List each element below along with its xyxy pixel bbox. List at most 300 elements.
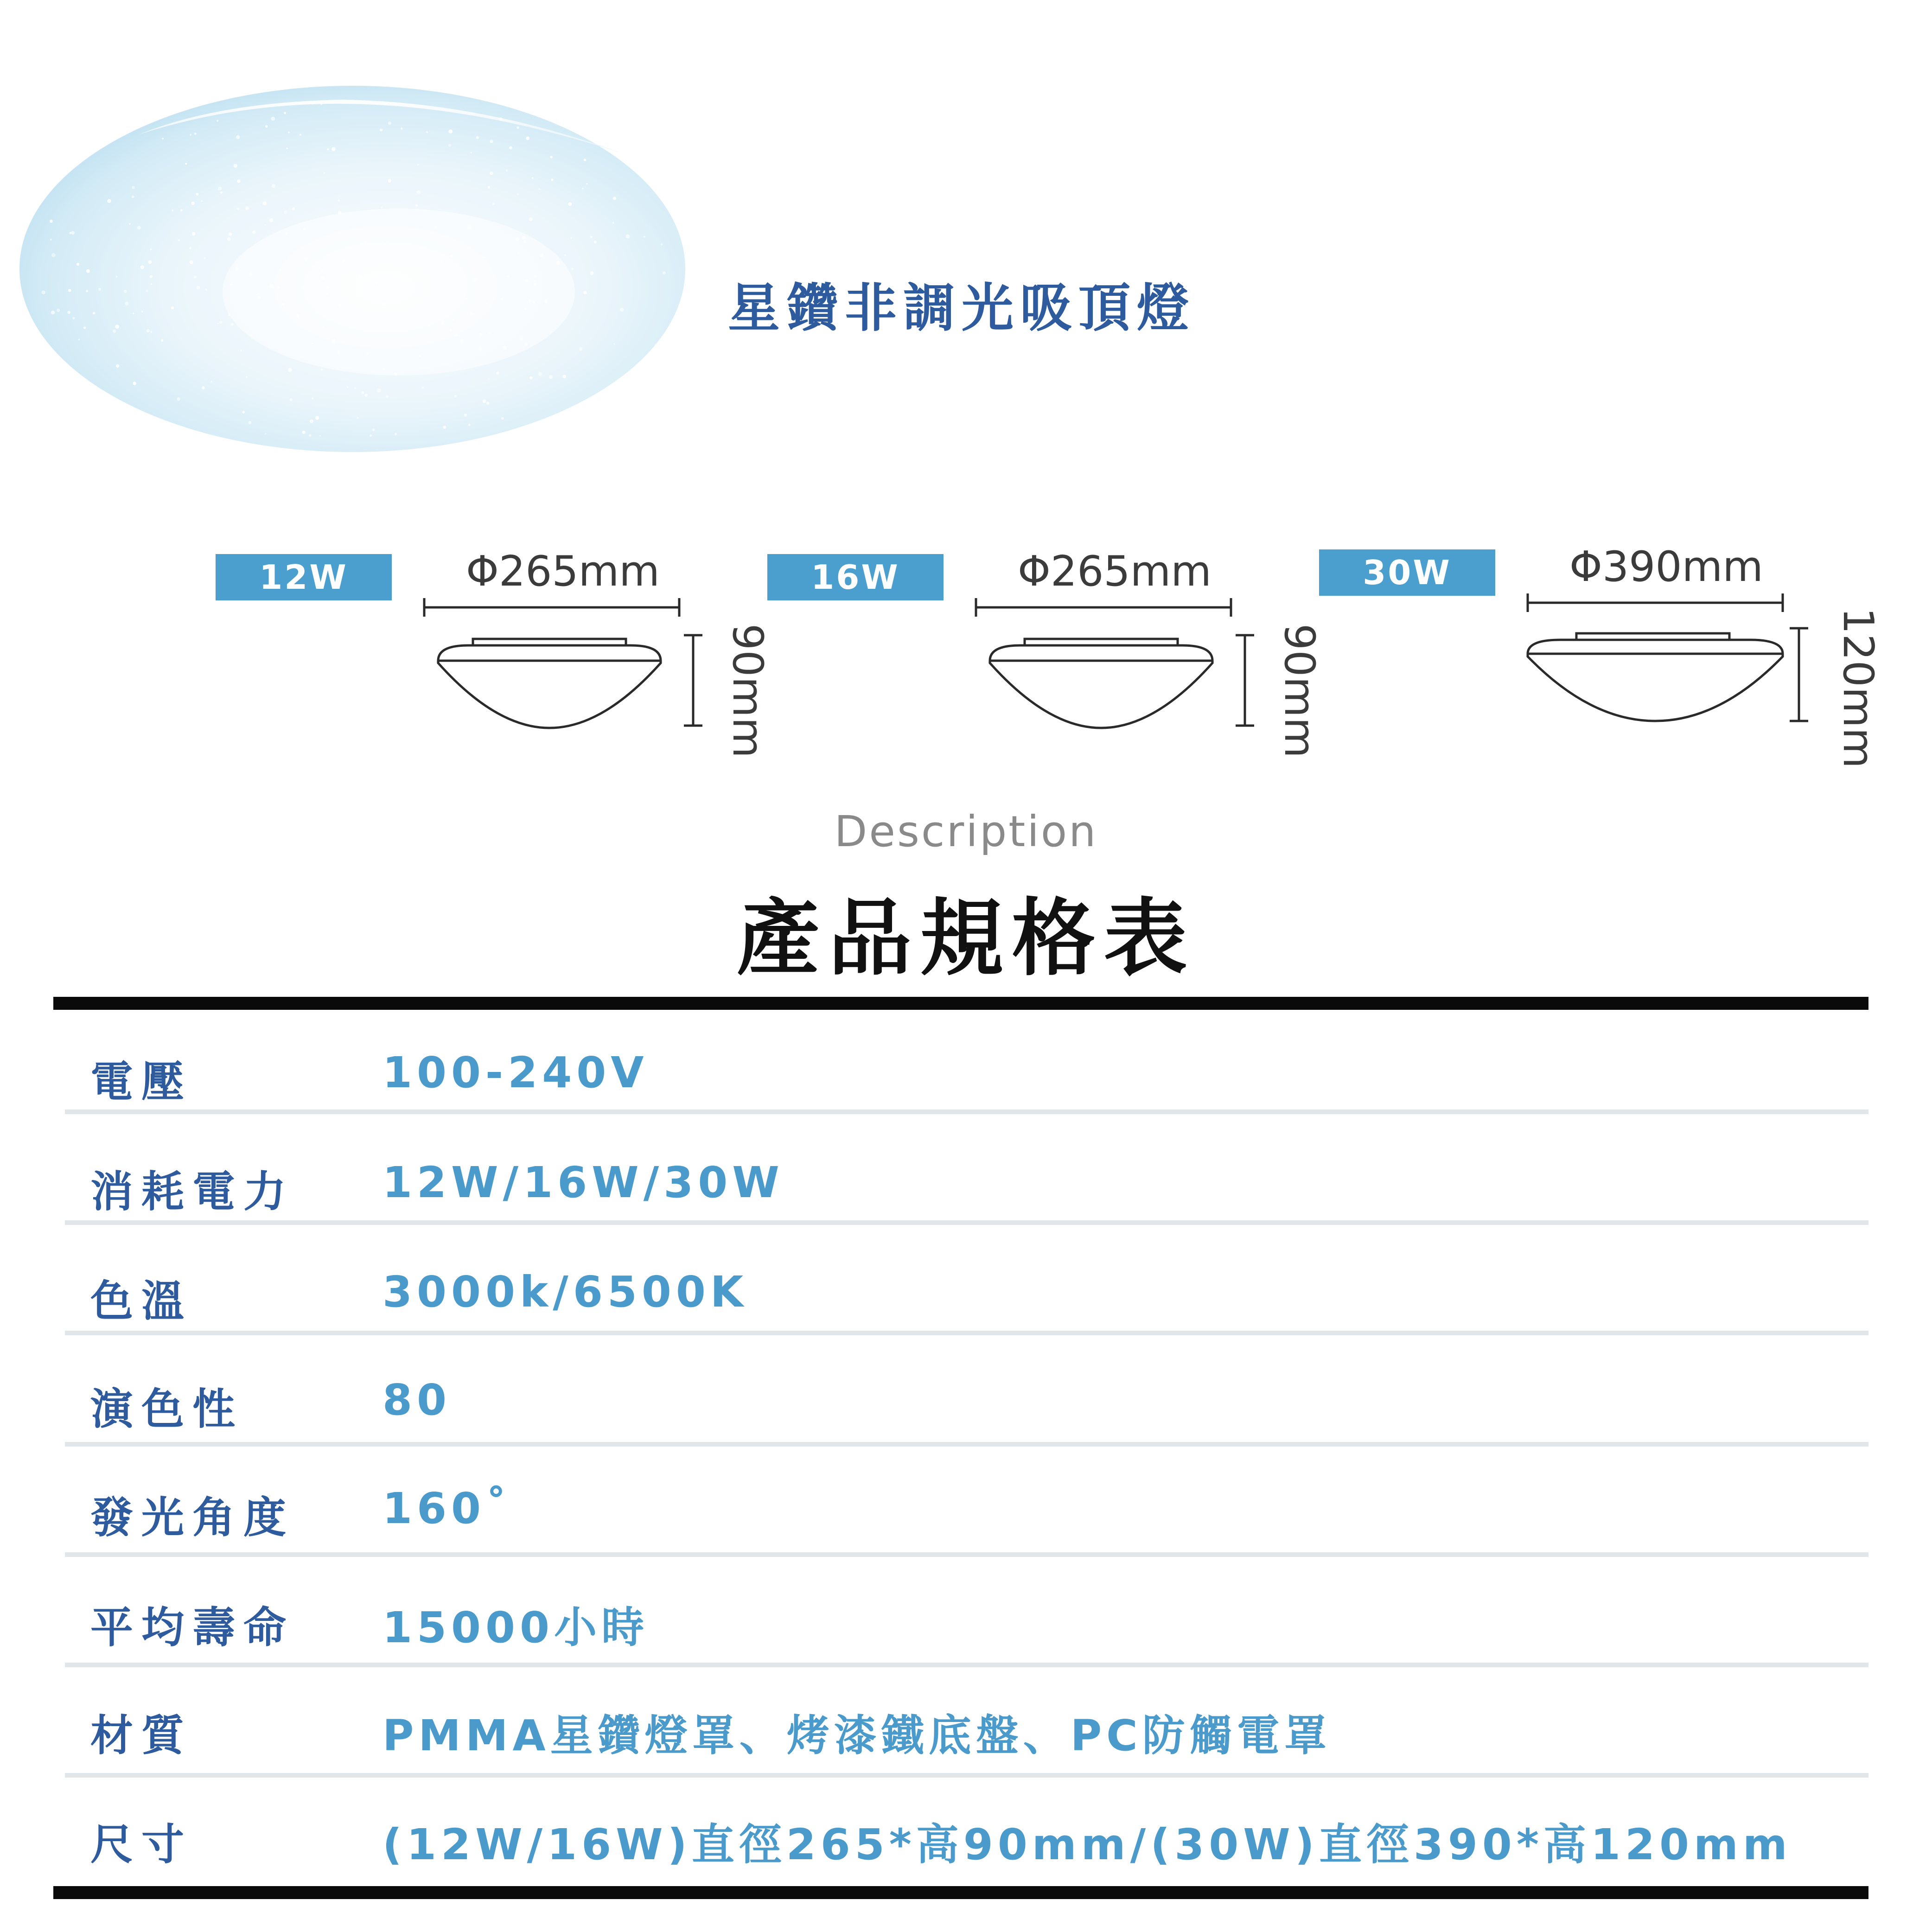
- row-divider: [65, 1663, 1868, 1667]
- sparkle-dot: [582, 188, 584, 190]
- sparkle-dot: [70, 232, 72, 234]
- spec-value: (12W/16W)直徑265*高90mm/(30W)直徑390*高120mm: [383, 1820, 1792, 1869]
- sparkle-dot: [534, 274, 537, 278]
- sparkle-dot: [377, 389, 381, 393]
- sparkle-dot: [83, 326, 86, 329]
- sparkle-dot: [394, 372, 397, 376]
- sparkle-dot: [372, 428, 375, 431]
- sparkle-dot: [357, 417, 359, 419]
- sparkle-dot: [197, 286, 200, 290]
- sparkle-dot: [586, 183, 587, 185]
- sparkle-dot: [287, 147, 288, 149]
- sparkle-dot: [284, 112, 286, 114]
- sparkle-dot: [449, 329, 452, 332]
- sparkle-dot: [231, 323, 233, 325]
- sparkle-dot: [532, 177, 534, 179]
- sparkle-dot: [342, 260, 345, 262]
- sparkle-dot: [68, 289, 71, 292]
- sparkle-dot: [252, 230, 255, 234]
- sparkle-dot: [86, 269, 90, 273]
- sparkle-dot: [347, 386, 349, 388]
- sparkle-dot: [509, 147, 512, 149]
- sparkle-dot: [524, 241, 527, 243]
- sparkle-dot: [550, 156, 553, 158]
- sparkle-dot: [235, 267, 239, 270]
- sparkle-dot: [321, 276, 324, 279]
- sparkle-dot: [529, 300, 531, 302]
- sparkle-dot: [137, 226, 141, 230]
- sparkle-dot: [517, 252, 519, 254]
- sparkle-dot: [265, 125, 268, 128]
- sparkle-dot: [464, 414, 467, 416]
- sparkle-dot: [220, 191, 223, 194]
- sparkle-dot: [240, 350, 242, 351]
- sparkle-dot: [338, 211, 342, 215]
- sparkle-dot: [172, 210, 174, 211]
- sparkle-dot: [428, 324, 430, 326]
- sparkle-dot: [322, 326, 324, 328]
- sparkle-dot: [217, 120, 218, 121]
- sparkle-dot: [448, 144, 451, 147]
- row-divider: [65, 1109, 1868, 1114]
- sparkle-dot: [312, 343, 313, 344]
- sparkle-dot: [161, 339, 163, 342]
- sparkle-dot: [116, 276, 118, 278]
- table-bottom-rule: [53, 1886, 1868, 1899]
- sparkle-dot: [71, 231, 75, 235]
- sparkle-dot: [522, 236, 525, 239]
- sparkle-dot: [272, 184, 275, 188]
- sparkle-dot: [570, 237, 572, 239]
- sparkle-dot: [539, 188, 541, 190]
- sparkle-dot: [141, 311, 143, 312]
- height-label-30w: 120mm: [1834, 607, 1882, 769]
- sparkle-dot: [440, 259, 444, 262]
- sparkle-dot: [263, 201, 267, 205]
- sparkle-dot: [529, 217, 533, 221]
- dimension-drawing-12w: [417, 593, 742, 746]
- row-divider: [65, 1552, 1868, 1557]
- sparkle-dot: [189, 260, 193, 264]
- sparkle-dot: [384, 244, 386, 245]
- badge-30w: 30W: [1319, 549, 1495, 596]
- sparkle-dot: [385, 395, 389, 398]
- sparkle-dot: [382, 301, 386, 306]
- spec-label: 演色性: [90, 1384, 244, 1434]
- sparkle-dot: [493, 203, 495, 205]
- sparkle-dot: [41, 291, 45, 294]
- sparkle-dot: [237, 207, 240, 210]
- sparkle-dot: [205, 289, 207, 291]
- sparkle-dot: [194, 133, 196, 134]
- sparkle-dot: [562, 375, 566, 378]
- sparkle-dot: [467, 225, 472, 230]
- sparkle-dot: [613, 343, 615, 344]
- sparkle-dot: [524, 308, 526, 310]
- sparkle-dot: [113, 329, 116, 333]
- sparkle-dot: [571, 268, 574, 270]
- badge-12w: 12W: [216, 554, 392, 600]
- sparkle-dot: [265, 224, 266, 225]
- sparkle-dot: [483, 400, 486, 403]
- row-divider: [65, 1442, 1868, 1447]
- sparkle-dot: [133, 312, 134, 314]
- sparkle-dot: [359, 275, 363, 279]
- sparkle-dot: [526, 136, 529, 140]
- sparkle-dot: [77, 263, 79, 266]
- sparkle-dot: [395, 433, 397, 435]
- sparkle-dot: [417, 164, 419, 166]
- sparkle-dot: [382, 297, 383, 299]
- table-top-rule: [53, 997, 1868, 1010]
- sparkle-dot: [190, 134, 191, 136]
- sparkle-dot: [375, 281, 378, 285]
- sparkle-dot: [332, 339, 335, 343]
- row-divider: [65, 1331, 1868, 1335]
- sparkle-dot: [661, 243, 663, 246]
- sparkle-dot: [296, 314, 300, 318]
- sparkle-dot: [125, 302, 128, 306]
- sparkle-dot: [51, 253, 56, 257]
- sparkle-dot: [249, 421, 252, 424]
- sparkle-dot: [556, 261, 560, 265]
- sparkle-dot: [374, 267, 376, 268]
- sparkle-dot: [229, 232, 232, 236]
- sparkle-dot: [590, 271, 594, 275]
- sparkle-dot: [434, 226, 436, 228]
- sparkle-dot: [456, 300, 458, 302]
- sparkle-dot: [486, 402, 489, 404]
- sparkle-dot: [140, 265, 144, 269]
- sparkle-dot: [490, 172, 493, 175]
- product-title: 星鑽非調光吸頂燈: [728, 278, 1195, 338]
- spec-value: 12W/16W/30W: [383, 1158, 784, 1207]
- sparkle-dot: [594, 241, 597, 243]
- diameter-label-16w: Φ265mm: [1018, 547, 1211, 596]
- spec-value: 160˚: [383, 1484, 512, 1533]
- sparkle-dot: [534, 283, 536, 286]
- sparkle-dot: [321, 368, 323, 370]
- sparkle-dot: [516, 127, 519, 129]
- sparkle-dot: [321, 103, 322, 105]
- sparkle-dot: [505, 169, 508, 172]
- sparkle-dot: [332, 147, 336, 151]
- sparkle-dot: [483, 256, 485, 258]
- sparkle-dot: [86, 290, 88, 293]
- row-divider: [65, 1220, 1868, 1225]
- sparkle-dot: [364, 242, 367, 244]
- sparkle-dot: [250, 334, 252, 336]
- sparkle-dot: [191, 202, 195, 205]
- spec-label: 消耗電力: [90, 1167, 295, 1217]
- sparkle-dot: [278, 287, 280, 289]
- sparkle-dot: [67, 311, 70, 314]
- height-label-16w: 90mm: [1275, 624, 1324, 758]
- sparkle-dot: [57, 309, 60, 312]
- sparkle-dot: [180, 209, 183, 211]
- sparkle-dot: [453, 319, 455, 321]
- sparkle-dot: [381, 207, 383, 209]
- sparkle-dot: [663, 271, 666, 274]
- sparkle-dot: [415, 204, 418, 207]
- sparkle-dot: [132, 196, 134, 198]
- sparkle-dot: [450, 255, 453, 257]
- sparkle-dot: [579, 347, 582, 351]
- sparkle-dot: [503, 345, 507, 350]
- sparkle-dot: [533, 301, 536, 304]
- sparkle-dot: [315, 416, 319, 420]
- row-divider: [65, 1773, 1868, 1778]
- sparkle-dot: [246, 376, 247, 378]
- sparkle-dot: [185, 163, 187, 165]
- sparkle-dot: [133, 382, 136, 385]
- sparkle-dot: [338, 304, 342, 307]
- sparkle-dot: [443, 426, 446, 429]
- sparkle-dot: [194, 276, 196, 278]
- sparkle-dot: [290, 398, 293, 401]
- sparkle-dot: [148, 260, 152, 264]
- sparkle-dot: [132, 186, 135, 189]
- sparkle-dot: [321, 270, 323, 272]
- sparkle-dot: [337, 351, 340, 354]
- sparkle-dot: [485, 303, 487, 305]
- sparkle-dot: [288, 132, 289, 133]
- sparkle-dot: [540, 254, 543, 257]
- sparkle-dot: [230, 283, 232, 286]
- sparkle-dot: [341, 248, 343, 250]
- sparkle-dot: [488, 186, 490, 188]
- sparkle-dot: [228, 313, 230, 316]
- sparkle-dot: [78, 338, 80, 340]
- sparkle-dot: [422, 386, 424, 389]
- sparkle-dot: [370, 435, 371, 437]
- sparkle-dot: [388, 121, 391, 125]
- sparkle-dot: [51, 311, 55, 314]
- sparkle-dot: [501, 298, 504, 301]
- sparkle-dot: [302, 431, 306, 434]
- sparkle-dot: [525, 279, 528, 282]
- dimension-drawing-16w: [969, 593, 1294, 746]
- sparkle-dot: [388, 179, 391, 182]
- sparkle-dot: [426, 131, 428, 133]
- sparkle-dot: [516, 193, 519, 195]
- sparkle-dot: [476, 136, 479, 139]
- spec-value: 100-240V: [383, 1048, 649, 1097]
- sparkle-dot: [364, 394, 368, 397]
- sparkle-dot: [50, 239, 52, 241]
- sparkle-dot: [449, 129, 453, 134]
- sparkle-dot: [520, 337, 523, 341]
- sparkle-dot: [305, 259, 307, 261]
- sparkle-dot: [584, 159, 586, 161]
- spec-value: 15000小時: [383, 1603, 649, 1652]
- sparkle-dot: [544, 300, 548, 303]
- sparkle-dot: [177, 397, 180, 401]
- sparkle-dot: [583, 291, 587, 294]
- sparkle-dot: [269, 218, 273, 222]
- dimension-drawing-30w: [1521, 589, 1845, 742]
- sparkle-dot: [310, 420, 313, 423]
- sparkle-dot: [538, 372, 542, 376]
- sparkle-dot: [271, 117, 275, 121]
- sparkle-dot: [626, 235, 630, 239]
- sparkle-dot: [237, 179, 241, 183]
- sparkle-dot: [234, 164, 237, 167]
- sparkle-dot: [326, 293, 328, 294]
- sparkle-dot: [162, 138, 164, 140]
- sparkle-dot: [470, 312, 473, 316]
- sparkle-dot: [250, 273, 253, 276]
- sparkle-dot: [644, 236, 645, 237]
- sparkle-dot: [72, 317, 75, 320]
- spec-label: 尺寸: [90, 1820, 193, 1869]
- sparkle-dot: [364, 266, 366, 268]
- sparkle-dot: [590, 236, 593, 238]
- sparkle-dot: [124, 290, 127, 293]
- sparkle-dot: [327, 148, 329, 150]
- diameter-label-12w: Φ265mm: [466, 547, 660, 596]
- sparkle-dot: [279, 231, 281, 233]
- sparkle-dot: [534, 281, 536, 282]
- sparkle-dot: [245, 206, 249, 210]
- product-photo: [19, 74, 695, 454]
- sparkle-dot: [383, 368, 384, 370]
- sparkle-dot: [564, 255, 566, 256]
- sparkle-dot: [146, 290, 148, 292]
- sparkle-dot: [150, 275, 153, 278]
- sparkle-dot: [419, 355, 421, 357]
- diameter-label-30w: Φ390mm: [1569, 542, 1763, 591]
- sparkle-dot: [444, 294, 446, 296]
- sparkle-dot: [300, 134, 302, 136]
- sparkle-dot: [284, 210, 287, 214]
- sparkle-dot: [282, 303, 285, 306]
- sparkle-dot: [257, 296, 260, 299]
- sparkle-dot: [455, 333, 458, 337]
- sparkle-dot: [516, 237, 519, 241]
- sparkle-dot: [217, 323, 219, 325]
- sparkle-dot: [309, 434, 312, 437]
- spec-value: 3000k/6500K: [383, 1267, 748, 1317]
- sparkle-dot: [150, 331, 152, 333]
- sparkle-dot: [417, 191, 421, 195]
- sparkle-dot: [218, 187, 222, 191]
- sparkle-dot: [460, 339, 463, 343]
- sparkle-dot: [319, 435, 321, 436]
- sparkle-dot: [466, 298, 468, 300]
- sparkle-dot: [380, 129, 383, 132]
- sparkle-dot: [292, 207, 295, 210]
- sparkle-dot: [288, 368, 292, 372]
- sparkle-dot: [196, 193, 199, 196]
- sparkle-dot: [285, 232, 287, 235]
- sparkle-dot: [529, 376, 533, 380]
- spec-label: 平均壽命: [90, 1603, 295, 1652]
- sparkle-dot: [202, 386, 204, 389]
- sparkle-dot: [98, 288, 101, 291]
- sparkle-dot: [204, 257, 206, 259]
- sparkle-dot: [116, 364, 119, 368]
- sparkle-dot: [93, 312, 95, 314]
- sparkle-dot: [219, 321, 223, 324]
- spec-label: 發光角度: [90, 1493, 295, 1543]
- sparkle-dot: [270, 284, 274, 288]
- sparkle-dot: [189, 247, 191, 249]
- sparkle-dot: [361, 391, 364, 394]
- spec-label: 材質: [90, 1711, 193, 1760]
- sparkle-dot: [366, 352, 369, 355]
- sparkle-dot: [479, 333, 482, 336]
- sparkle-dot: [613, 197, 616, 200]
- sparkle-dot: [327, 287, 329, 289]
- sparkle-dot: [490, 140, 493, 143]
- sparkle-dot: [488, 378, 490, 380]
- sparkle-dot: [496, 372, 499, 375]
- sparkle-dot: [612, 222, 614, 224]
- sparkle-dot: [303, 228, 306, 230]
- spec-label: 電壓: [90, 1057, 193, 1107]
- sparkle-dot: [354, 387, 356, 389]
- sparkle-dot: [115, 325, 119, 329]
- sparkle-dot: [129, 223, 131, 225]
- sparkle-dot: [479, 347, 483, 351]
- sparkle-dot: [402, 243, 406, 246]
- sparkle-dot: [473, 278, 477, 281]
- sparkle-dot: [499, 117, 503, 121]
- sparkle-dot: [211, 381, 213, 383]
- sparkle-dot: [312, 397, 313, 399]
- description-label: Description: [834, 807, 1098, 856]
- sparkle-dot: [441, 321, 445, 325]
- sparkle-dot: [454, 395, 456, 397]
- sparkle-dot: [242, 411, 245, 414]
- sparkle-dot: [150, 249, 152, 250]
- sparkle-dot: [50, 220, 53, 223]
- sparkle-dot: [324, 172, 325, 174]
- sparkle-dot: [147, 329, 150, 332]
- sparkle-dot: [280, 269, 282, 272]
- spec-value: PMMA星鑽燈罩、烤漆鐵底盤、PC防觸電罩: [383, 1711, 1332, 1760]
- sparkle-dot: [525, 343, 528, 346]
- sparkle-dot: [468, 424, 470, 426]
- sparkle-dot: [501, 417, 504, 420]
- sparkle-dot: [192, 232, 196, 236]
- sparkle-dot: [201, 200, 203, 202]
- sparkle-dot: [151, 283, 152, 285]
- sparkle-dot: [227, 237, 231, 241]
- sparkle-dot: [551, 179, 554, 181]
- sparkle-dot: [107, 199, 111, 203]
- sparkle-dot: [489, 332, 491, 334]
- sparkle-dot: [471, 152, 472, 153]
- badge-16w: 16W: [767, 554, 944, 600]
- sparkle-dot: [549, 375, 553, 379]
- spec-value: 80: [383, 1375, 452, 1425]
- sparkle-dot: [620, 308, 624, 312]
- sparkle-dot: [178, 239, 180, 241]
- spec-table-title: 產品規格表: [736, 889, 1196, 987]
- sparkle-dot: [507, 275, 509, 277]
- sparkle-dot: [265, 433, 266, 434]
- sparkle-dot: [568, 202, 572, 206]
- sparkle-dot: [338, 200, 340, 202]
- sparkle-dot: [236, 135, 240, 139]
- spec-label: 色溫: [90, 1276, 193, 1326]
- sparkle-dot: [171, 306, 174, 309]
- height-label-12w: 90mm: [723, 624, 772, 758]
- sparkle-dot: [336, 256, 338, 257]
- sparkle-dot: [401, 128, 402, 129]
